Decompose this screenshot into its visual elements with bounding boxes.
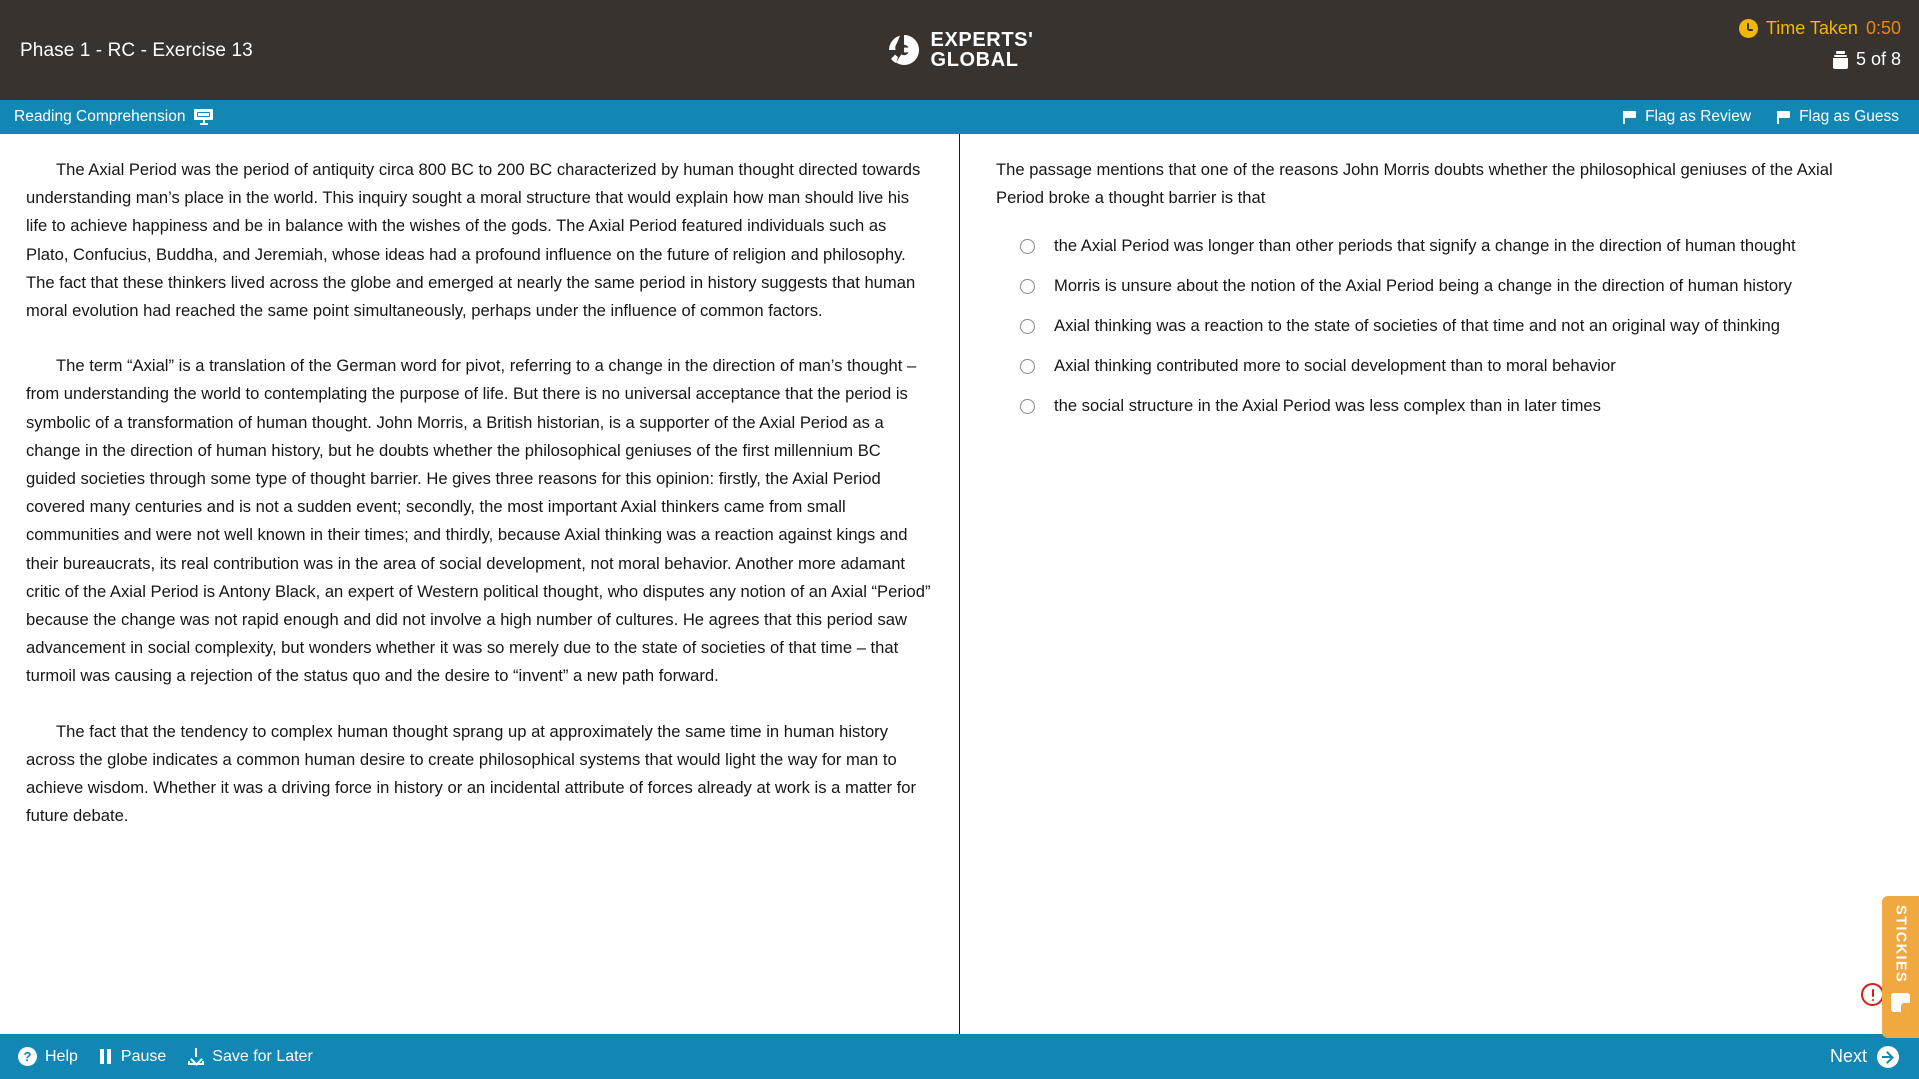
help-circle-icon: ? xyxy=(18,1047,37,1066)
radio-button[interactable] xyxy=(1020,359,1035,374)
answer-option-label: Axial thinking was a reaction to the state of societies of that time and not an original way of thinking xyxy=(1054,316,1780,336)
answer-options xyxy=(996,234,1879,418)
save-for-later-button[interactable] xyxy=(188,1048,313,1066)
clock-icon xyxy=(1739,19,1758,38)
stickies-label: STICKIES xyxy=(1892,905,1909,984)
question-stack-icon xyxy=(1832,51,1849,69)
pause-button[interactable] xyxy=(100,1048,166,1066)
save-for-later-label: Save for Later xyxy=(212,1047,313,1065)
time-taken xyxy=(1739,18,1901,39)
flag-as-guess-label: Flag as Guess xyxy=(1799,108,1899,125)
answer-option[interactable] xyxy=(1020,314,1879,338)
next-button[interactable] xyxy=(1830,1046,1899,1068)
stickies-tab-button[interactable] xyxy=(1882,896,1919,1038)
help-label: Help xyxy=(45,1047,78,1065)
main-content xyxy=(0,134,1919,1034)
time-taken-value: 0:50 xyxy=(1865,18,1901,38)
answer-option[interactable] xyxy=(1020,234,1879,258)
radio-button[interactable] xyxy=(1020,239,1035,254)
pause-label: Pause xyxy=(120,1047,167,1065)
exercise-title: Phase 1 - RC - Exercise 13 xyxy=(20,40,253,61)
footer-bar xyxy=(0,1034,1919,1079)
passage-panel xyxy=(0,134,960,1034)
flag-as-guess-button[interactable] xyxy=(1777,108,1899,126)
time-taken-label: Time Taken xyxy=(1765,18,1858,38)
projector-screen-icon xyxy=(194,109,213,126)
brand-logo xyxy=(886,30,1034,70)
pause-icon xyxy=(100,1049,113,1064)
flag-as-review-label: Flag as Review xyxy=(1645,108,1752,125)
passage-paragraph: The fact that the tendency to complex human thought sprang up at approximately the same time in human history across the globe indicates a common human desire to create philosophical systems that would light the way for man to achieve wisdom. Whether it was a driving force in history or an incidental attribute of forces already at work is a matter for future debate. xyxy=(26,721,916,826)
flag-review-icon xyxy=(1623,110,1638,125)
question-panel xyxy=(960,134,1919,1034)
help-button[interactable] xyxy=(18,1047,78,1066)
answer-option-label: Morris is unsure about the notion of the Axial Period being a change in the direction of human history xyxy=(1054,276,1792,296)
arrow-right-circle-icon xyxy=(1877,1046,1899,1068)
download-icon xyxy=(188,1048,204,1065)
section-title: Reading Comprehension xyxy=(14,108,186,125)
section-bar xyxy=(0,100,1919,134)
passage-paragraph: The Axial Period was the period of antiquity circa 800 BC to 200 BC characterized by human thought directed towards understanding man’s place in the world. This inquiry sought a moral structure that would explain how man should live his life to achieve happiness and be in balance with the wishes of the gods. The Axial Period featured individuals such as Plato, Confucius, Buddha, and Jeremiah, whose ideas had a profound influence on the future of religion and philosophy. The fact that these thinkers lived across the globe and emerged at nearly the same period in history suggests that human moral evolution had reached the same point simultaneously, perhaps under the influence of common factors. xyxy=(26,160,921,321)
flag-as-review-button[interactable] xyxy=(1623,108,1751,126)
next-label: Next xyxy=(1829,1046,1867,1066)
alert-exclamation-icon[interactable] xyxy=(1861,983,1884,1006)
flag-actions xyxy=(1623,108,1899,126)
answer-option-label: the social structure in the Axial Period was less complex than in later times xyxy=(1054,396,1601,416)
answer-option[interactable] xyxy=(1020,394,1879,418)
passage-paragraph: The term “Axial” is a translation of the German word for pivot, referring to a change in the direction of man’s thought – from understanding the world to contemplating the purpose of life. But there is no universal acceptance that the period is symbolic of a transformation of human thought. John Morris, a British historian, is a supporter of the Axial Period as a change in the direction of human history, but he doubts whether the philosophical geniuses of the first millennium BC guided societies through some type of thought barrier. He gives three reasons for this opinion: firstly, the Axial Period covered many centuries and is not a sudden event; secondly, the most important Axial thinkers came from small communities and were not well known in their times; and thirdly, because Axial thinking was a reaction against kings and their bureaucrats, its real contribution was in the area of social development, not moral behavior. Another more adamant critic of the Axial Period is Antony Black, an expert of Western political thought, who disputes any notion of an Axial “Period” because the change was not rapid enough and did not involve a high number of cultures. He agrees that this period saw advancement in social complexity, but wonders whether it was so merely due to the state of societies of that time – that turmoil was causing a rejection of the status quo and the desire to “invent” a new path forward. xyxy=(26,356,931,686)
experts-global-g-mark-icon xyxy=(886,32,922,68)
answer-option-label: Axial thinking contributed more to social development than to moral behavior xyxy=(1054,356,1616,376)
flag-guess-icon xyxy=(1777,110,1792,125)
footer-actions xyxy=(18,1047,313,1066)
sticky-note-icon xyxy=(1891,993,1910,1012)
question-counter-text: 5 of 8 xyxy=(1855,49,1901,69)
timer-and-counter xyxy=(1739,18,1901,70)
answer-option-label: the Axial Period was longer than other periods that signify a change in the direction of human thought xyxy=(1054,236,1796,256)
logo-line-2: GLOBAL xyxy=(930,49,1019,71)
answer-option[interactable] xyxy=(1020,354,1879,378)
radio-button[interactable] xyxy=(1020,399,1035,414)
top-header-bar xyxy=(0,0,1919,100)
question-counter xyxy=(1739,49,1901,70)
radio-button[interactable] xyxy=(1020,279,1035,294)
radio-button[interactable] xyxy=(1020,319,1035,334)
section-identity xyxy=(14,108,213,126)
answer-option[interactable] xyxy=(1020,274,1879,298)
logo-line-1: EXPERTS' xyxy=(930,29,1034,51)
question-stem: The passage mentions that one of the reasons John Morris doubts whether the philosophical geniuses of the Axial Period broke a thought barrier is that xyxy=(996,160,1833,208)
